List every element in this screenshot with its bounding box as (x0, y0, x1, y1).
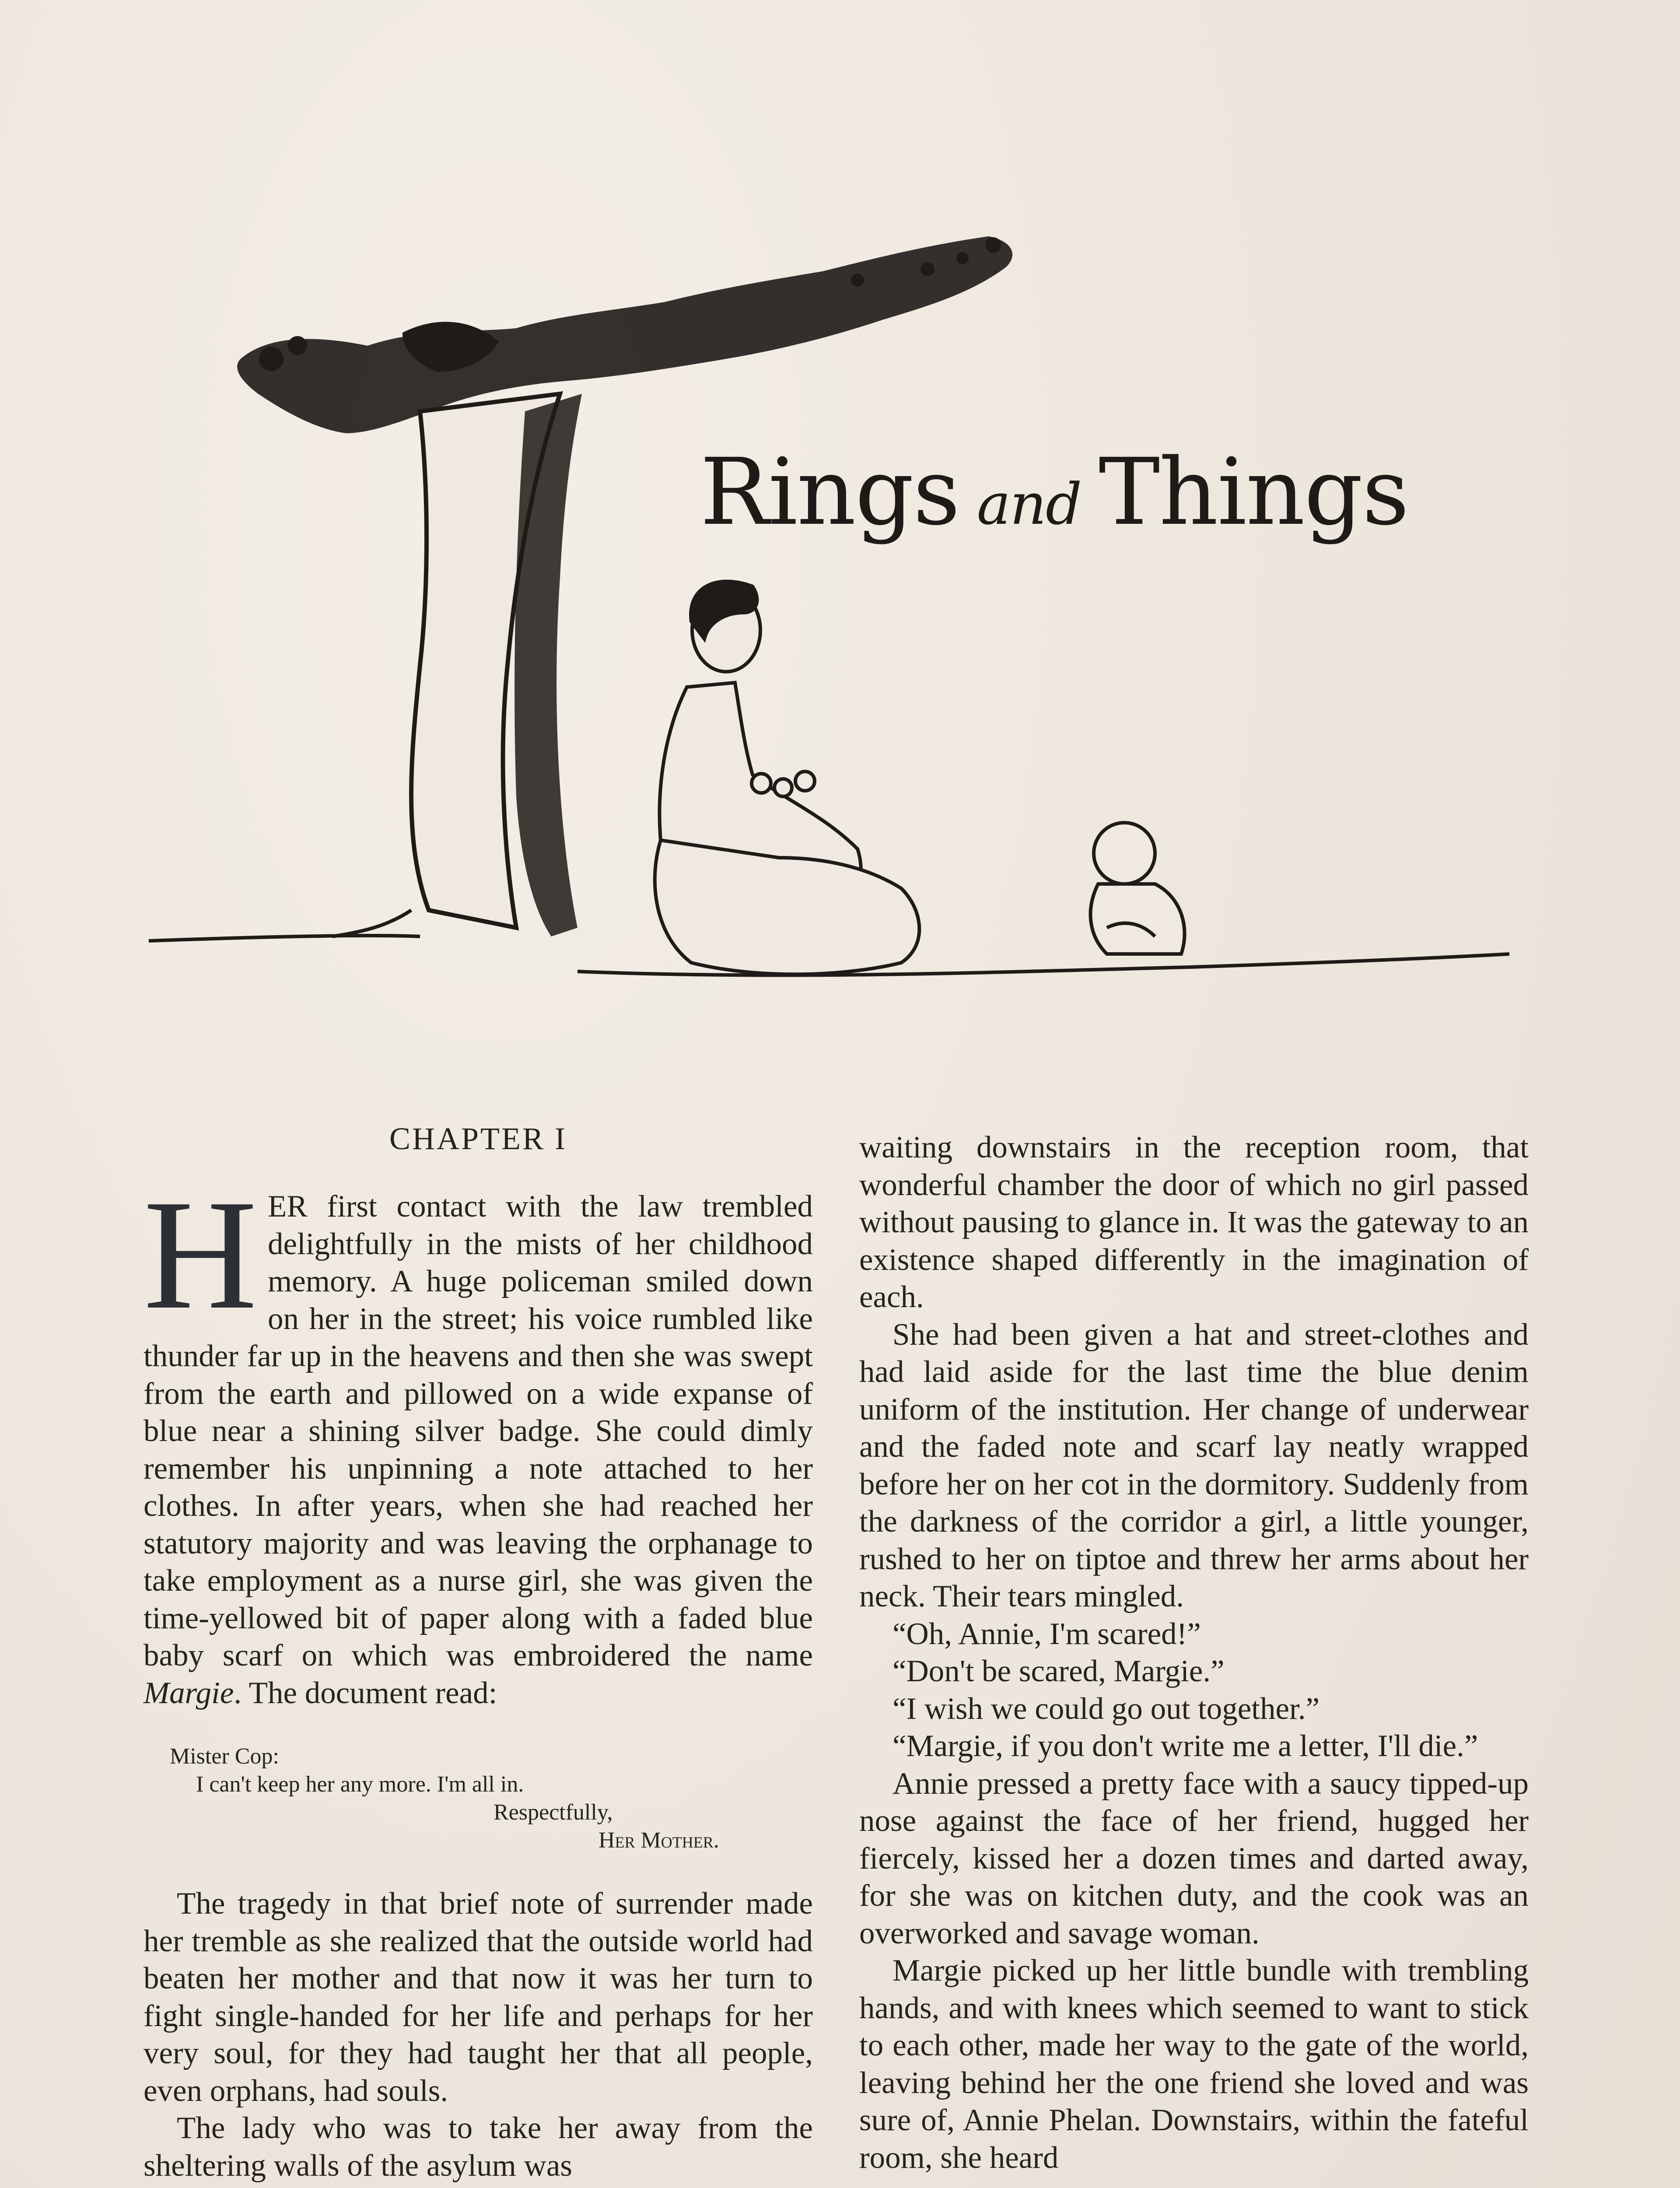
dialogue-line-2: “Don't be scared, Margie.” (892, 1654, 1225, 1688)
note-closing: Respectfully, (494, 1800, 613, 1825)
paragraph-tragedy: The tragedy in that brief note of surrender made her tremble as she realized that the outside world had beaten her mother and that now it was her turn to fight single-handed for her life and perhaps for her very soul, for they had taught her that all people, even orphans, had souls. (144, 1886, 813, 2108)
seated-woman (655, 582, 920, 975)
chapter-heading: CHAPTER I (389, 1121, 567, 1156)
dialogue-line-4: “Margie, if you don't write me a letter, I'll die.” (892, 1729, 1478, 1763)
paragraph-lady: The lady who was to take her away from the sheltering walls of the asylum was (144, 2111, 813, 2183)
paragraph-opening-tail: . The document read: (234, 1676, 497, 1710)
note-body: I can't keep her any more. I'm all in. (196, 1772, 524, 1797)
illustration-tree-woman-baby (140, 228, 1540, 1059)
paragraph-reception-room: waiting downstairs in the reception room, that wonderful chamber the door of which no girl passed without pausing to glance in. It was the gateway to an existence shaped differently in the imagination of each. (859, 1130, 1529, 1314)
seated-baby (1091, 823, 1185, 954)
paragraph-margie-leaves: Margie picked up her little bundle with trembling hands, and with knees which seemed to want to stick to each other, made her way to the gate of the world, leaving behind her the one friend she loved and was sure of, Annie Phelan. Downstairs, within the fateful room, she heard (859, 1953, 1529, 2175)
right-column (859, 1129, 1529, 2177)
title-word-rings: Rings (700, 438, 959, 546)
paragraph-annie: Annie pressed a pretty face with a saucy tipped-up nose against the face of her friend, hugged her fiercely, kissed her a dozen times and darted away, for she was on kitchen duty, and the cook was an overworked and savage woman. (859, 1766, 1529, 1950)
drop-cap: H (144, 1167, 257, 1342)
title-word-and: and (976, 471, 1082, 537)
story-title (700, 438, 1549, 546)
left-column (144, 1120, 813, 2184)
dialogue-line-1: “Oh, Annie, I'm scared!” (892, 1616, 1201, 1651)
title-word-things: Things (1099, 438, 1409, 546)
paragraph-opening (144, 1167, 813, 1712)
dialogue-line-3: “I wish we could go out together.” (892, 1691, 1320, 1726)
paragraph-street-clothes: She had been given a hat and street-clothes and had laid aside for the last time the blue denim uniform of the institution. Her change of underwear and the faded note and scarf lay neatly wrapped before her on her cot in the dormitory. Suddenly from the darkness of the corridor a girl, a little younger, rushed to her on tiptoe and threw her arms about her neck. Their tears mingled. (859, 1317, 1529, 1613)
name-margie: Margie (144, 1676, 234, 1710)
mothers-note (170, 1743, 813, 1855)
paragraph-opening-text: ER first contact with the law trembled delightfully in the mists of her childhood memory. A huge policeman smiled down on her in the street; his voice rumbled like thunder far up in the heavens and then she was swept from the earth and pillowed on a wide expanse of blue near a shining silver badge. She could dimly remember his unpinning a note attached to her clothes. In after years, when she had reached her statutory majority and was leaving the orphanage to take employment as a nurse girl, she was given the time-yellowed bit of paper along with a faded blue baby scarf on which was embroidered the name (144, 1189, 813, 1673)
tree-foliage (237, 236, 1012, 433)
note-signature: Her Mother. (598, 1828, 719, 1853)
note-salutation: Mister Cop: (170, 1744, 279, 1769)
